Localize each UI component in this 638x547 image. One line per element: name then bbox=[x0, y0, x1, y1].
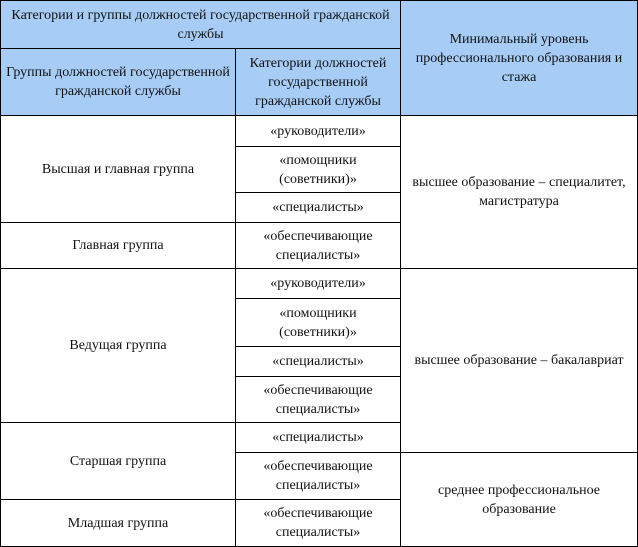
category-cell: «обеспечивающие специалисты» bbox=[236, 223, 401, 269]
category-cell: «специалисты» bbox=[236, 423, 401, 453]
education-cell: высшее образование – бакалавриат bbox=[401, 269, 638, 453]
header-groups: Группы должностей государственной гражданской службы bbox=[1, 49, 236, 116]
table-row bbox=[1, 269, 638, 299]
category-cell: «обеспечивающие специалисты» bbox=[236, 500, 401, 547]
category-cell: «обеспечивающие специалисты» bbox=[236, 377, 401, 423]
category-cell: «руководители» bbox=[236, 269, 401, 299]
header-categories: Категории должностей государственной гражданской службы bbox=[236, 49, 401, 116]
table-row bbox=[1, 116, 638, 147]
group-name: Высшая и главная группа bbox=[1, 116, 236, 223]
group-name: Младшая группа bbox=[1, 500, 236, 547]
education-cell: высшее образование – специалитет, магистратура bbox=[401, 116, 638, 269]
group-name: Старшая группа bbox=[1, 423, 236, 500]
education-cell: среднее профессиональное образование bbox=[401, 453, 638, 547]
category-cell: «специалисты» bbox=[236, 347, 401, 377]
group-name: Главная группа bbox=[1, 223, 236, 269]
header-min-education: Минимальный уровень профессионального образования и стажа bbox=[401, 1, 638, 116]
group-name: Ведущая группа bbox=[1, 269, 236, 423]
category-cell: «обеспечивающие специалисты» bbox=[236, 453, 401, 500]
header-categories-groups: Категории и группы должностей государственной гражданской службы bbox=[1, 1, 401, 49]
category-cell: «специалисты» bbox=[236, 193, 401, 223]
category-cell: «помощники (советники)» bbox=[236, 299, 401, 347]
category-cell: «руководители» bbox=[236, 116, 401, 147]
category-cell: «помощники (советники)» bbox=[236, 147, 401, 193]
